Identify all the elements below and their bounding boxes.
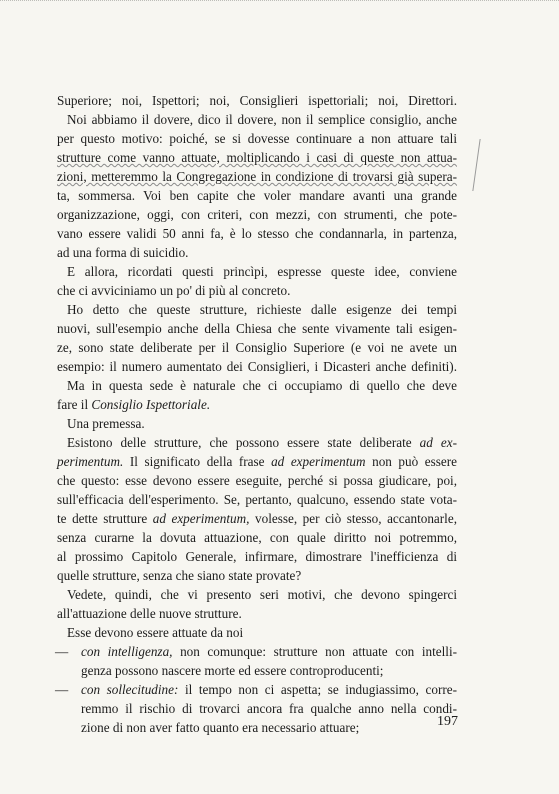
italic-term: Consiglio Ispettoriale.	[91, 397, 211, 412]
italic-term: ad experimentum,	[152, 511, 250, 526]
text-fragment: fare il	[57, 397, 89, 412]
text-fragment: volesse, per ciò stesso, accantonarle,	[255, 511, 457, 526]
text-fragment: non può essere	[372, 454, 457, 469]
italic-term: con sollecitudine:	[81, 682, 179, 697]
list-item-continuation: remmo il rischio di trovarci ancora fra qualche anno nella condi-	[81, 701, 457, 716]
text-line: al prossimo Capitolo Generale, infirmare, dimostrare l'inefficienza di	[57, 549, 457, 564]
text-line: che ci avviciniamo un po' di più al concreto.	[57, 283, 291, 298]
text-line: Esse devono essere attuate da noi	[67, 625, 244, 640]
text-line: Superiore; noi, Ispettori; noi, Consiglieri ispettoriali; noi, Direttori.	[57, 93, 457, 108]
text-line: Ma in questa sede è naturale che ci occupiamo di quello che deve	[67, 378, 457, 393]
list-item-continuation: zione di non aver fatto quanto era necessario attuare;	[81, 720, 360, 735]
page-number: 197	[437, 714, 458, 729]
text-fragment: Esistono delle strutture, che possono essere state deliberate	[67, 435, 412, 450]
text-line: senza curarne la dovuta attuazione, con quale diritto noi potremmo,	[57, 530, 457, 545]
text-line	[57, 395, 457, 414]
text-line: E allora, ricordati questi princìpi, espresse queste idee, conviene	[67, 264, 457, 279]
text-fragment: non comunque: strutture non attuate con intelli-	[180, 644, 458, 659]
text-line: vano essere validi 50 anni fa, è lo stesso che condannarla, in partenza,	[57, 226, 457, 241]
italic-term: ad experimentum	[271, 454, 366, 469]
italic-term: con intelligenza,	[81, 644, 173, 659]
italic-term: perimentum.	[57, 454, 124, 469]
text-line: quelle strutture, senza che siano state provate?	[57, 568, 302, 583]
list-item-continuation: genza possono nascere morte ed essere controproducenti;	[81, 663, 384, 678]
text-line: esempio: il numero aumentato dei Consiglieri, i Dicasteri anche definiti).	[57, 359, 457, 374]
text-line: Vedete, quindi, che vi presento seri motivi, che devono spingerci	[67, 587, 457, 602]
list-item	[57, 680, 457, 699]
text-line: Una premessa.	[67, 416, 145, 431]
text-line	[57, 452, 457, 471]
text-line: all'attuazione delle nuove strutture.	[57, 606, 242, 621]
text-line: per questo motivo: poiché, se si dovesse continuare a non attuare tali	[57, 131, 457, 146]
italic-term: ad ex-	[419, 435, 457, 450]
text-line: nuovi, sull'esempio anche della Chiesa che sente vivamente tali esigen-	[57, 321, 457, 336]
text-fragment: Il significato della frase	[129, 454, 265, 469]
text-fragment: il tempo non ci aspetta; se indugiassimo, corre-	[184, 682, 457, 697]
dash-marker: —	[55, 644, 69, 659]
text-line: ze, sono state deliberate per il Consiglio Superiore (e voi ne avete un	[57, 340, 457, 355]
list-item	[57, 642, 457, 661]
text-line: ta, sommersa. Voi ben capite che voler mandare avanti una grande	[57, 188, 457, 203]
underlined-line: zioni, metteremmo la Congregazione in condizione di trovarsi già supera-	[57, 169, 457, 184]
text-fragment: te dette strutture	[57, 511, 148, 526]
body-text	[57, 91, 457, 737]
underlined-line: strutture come vanno attuate, moltiplicando i casi di queste non attua-	[57, 150, 457, 165]
dash-marker: —	[55, 682, 69, 697]
text-line	[57, 433, 457, 452]
text-line: Ho detto che queste strutture, richieste dalle esigenze dei tempi	[67, 302, 457, 317]
margin-pencil-mark	[462, 139, 480, 191]
text-line: ad una forma di suicidio.	[57, 245, 189, 260]
text-line: sull'efficacia dell'esperimento. Se, pertanto, qualcuno, essendo state vota-	[57, 492, 457, 507]
page-top-edge	[0, 0, 559, 5]
text-line: Noi abbiamo il dovere, dico il dovere, non il semplice consiglio, anche	[67, 112, 457, 127]
text-line: organizzazione, oggi, con criteri, con mezzi, con strumenti, che pote-	[57, 207, 457, 222]
text-line	[57, 509, 457, 528]
text-line: che questo: esse devono essere eseguite, perché si possa giudicare, poi,	[57, 473, 457, 488]
